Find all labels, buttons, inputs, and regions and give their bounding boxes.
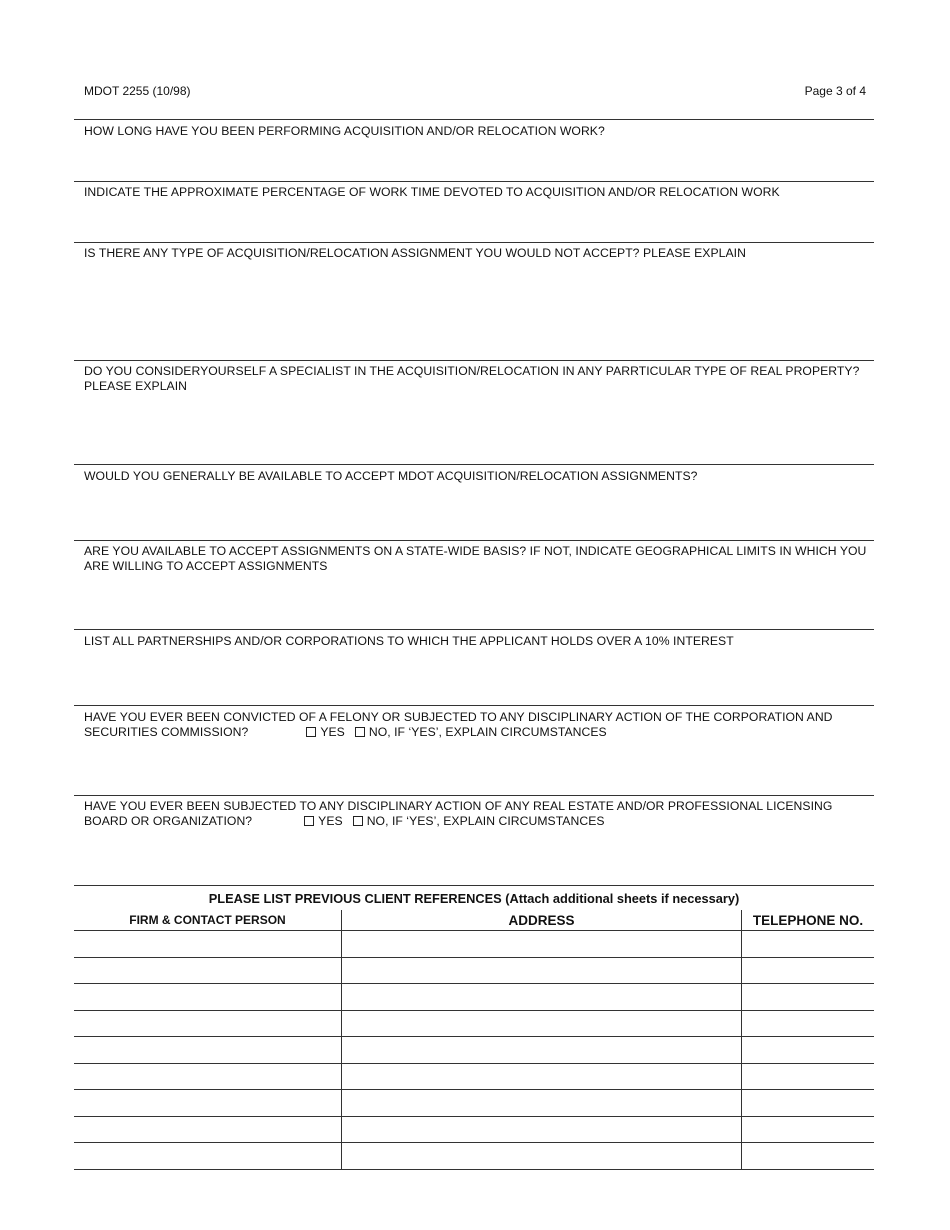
divider — [74, 360, 874, 361]
question-felony — [84, 710, 869, 739]
address-cell[interactable] — [342, 1063, 742, 1090]
divider — [74, 795, 874, 796]
licensing-yes-label: YES — [318, 813, 343, 828]
address-cell[interactable] — [342, 1010, 742, 1037]
telephone-cell[interactable] — [742, 984, 875, 1011]
firm-contact-cell[interactable] — [74, 1063, 342, 1090]
question-specialist: DO YOU CONSIDERYOURSELF A SPECIALIST IN THE ACQUISITION/RELOCATION IN ANY PARRTICULAR TYPE OF REAL PROPERTY? PLEASE EXPLAIN — [84, 364, 860, 393]
divider — [74, 629, 874, 630]
question-availability: WOULD YOU GENERALLY BE AVAILABLE TO ACCEPT MDOT ACQUISITION/RELOCATION ASSIGNMENTS? — [84, 469, 698, 483]
references-title: PLEASE LIST PREVIOUS CLIENT REFERENCES (Attach additional sheets if necessary) — [208, 891, 740, 906]
firm-contact-cell[interactable] — [74, 1143, 342, 1170]
licensing-no-checkbox[interactable] — [353, 816, 363, 826]
table-row — [74, 1090, 874, 1117]
question-work-percentage: INDICATE THE APPROXIMATE PERCENTAGE OF WORK TIME DEVOTED TO ACQUISITION AND/OR RELOCATION WORK — [84, 185, 780, 199]
firm-contact-cell[interactable] — [74, 1010, 342, 1037]
table-row — [74, 984, 874, 1011]
page-number: Page 3 of 4 — [804, 84, 866, 98]
column-header-firm: FIRM & CONTACT PERSON — [74, 910, 342, 931]
telephone-cell[interactable] — [742, 1143, 875, 1170]
form-id: MDOT 2255 (10/98) — [84, 84, 191, 98]
address-cell[interactable] — [342, 1116, 742, 1143]
table-row — [74, 1063, 874, 1090]
felony-yes-label: YES — [320, 724, 345, 739]
table-row — [74, 931, 874, 958]
divider — [74, 181, 874, 182]
address-cell[interactable] — [342, 1143, 742, 1170]
column-header-telephone: TELEPHONE NO. — [742, 910, 875, 931]
telephone-cell[interactable] — [742, 1116, 875, 1143]
references-table — [74, 910, 874, 1170]
firm-contact-cell[interactable] — [74, 1090, 342, 1117]
licensing-yes-checkbox[interactable] — [304, 816, 314, 826]
question-felony-line1: HAVE YOU EVER BEEN CONVICTED OF A FELONY OR SUBJECTED TO ANY DISCIPLINARY ACTION OF THE CORPORATION AND — [84, 710, 833, 724]
divider — [74, 540, 874, 541]
telephone-cell[interactable] — [742, 1037, 875, 1064]
felony-yes-checkbox[interactable] — [306, 727, 316, 737]
telephone-cell[interactable] — [742, 957, 875, 984]
address-cell[interactable] — [342, 931, 742, 958]
divider — [74, 242, 874, 243]
divider — [74, 705, 874, 706]
table-row — [74, 1143, 874, 1170]
divider — [74, 885, 874, 886]
table-row — [74, 1037, 874, 1064]
column-header-address: ADDRESS — [342, 910, 742, 931]
licensing-no-label: NO, IF ‘YES’, EXPLAIN CIRCUMSTANCES — [366, 813, 605, 828]
question-statewide: ARE YOU AVAILABLE TO ACCEPT ASSIGNMENTS ON A STATE-WIDE BASIS? IF NOT, INDICATE GEOGRAPHICAL LIMITS IN WHICH YOU ARE WILLING TO ACCEPT ASSIGNMENTS — [84, 544, 867, 573]
question-felony-line2: SECURITIES COMMISSION? — [84, 724, 249, 739]
divider — [74, 119, 874, 120]
telephone-cell[interactable] — [742, 1063, 875, 1090]
table-row — [74, 957, 874, 984]
firm-contact-cell[interactable] — [74, 931, 342, 958]
firm-contact-cell[interactable] — [74, 957, 342, 984]
telephone-cell[interactable] — [742, 1090, 875, 1117]
firm-contact-cell[interactable] — [74, 984, 342, 1011]
telephone-cell[interactable] — [742, 1010, 875, 1037]
firm-contact-cell[interactable] — [74, 1116, 342, 1143]
question-experience-duration: HOW LONG HAVE YOU BEEN PERFORMING ACQUISITION AND/OR RELOCATION WORK? — [84, 124, 605, 138]
question-partnerships: LIST ALL PARTNERSHIPS AND/OR CORPORATIONS TO WHICH THE APPLICANT HOLDS OVER A 10% INTEREST — [84, 634, 734, 648]
address-cell[interactable] — [342, 1037, 742, 1064]
question-unacceptable-assignment: IS THERE ANY TYPE OF ACQUISITION/RELOCATION ASSIGNMENT YOU WOULD NOT ACCEPT? PLEASE EXPLAIN — [84, 246, 746, 260]
telephone-cell[interactable] — [742, 931, 875, 958]
address-cell[interactable] — [342, 1090, 742, 1117]
firm-contact-cell[interactable] — [74, 1037, 342, 1064]
address-cell[interactable] — [342, 984, 742, 1011]
question-licensing-line1: HAVE YOU EVER BEEN SUBJECTED TO ANY DISCIPLINARY ACTION OF ANY REAL ESTATE AND/OR PROFESSIONAL LICENSING — [84, 799, 833, 813]
felony-no-label: NO, IF ‘YES’, EXPLAIN CIRCUMSTANCES — [368, 724, 607, 739]
question-licensing-line2: BOARD OR ORGANIZATION? — [84, 813, 253, 828]
question-licensing — [84, 799, 869, 828]
table-row — [74, 1010, 874, 1037]
divider — [74, 464, 874, 465]
address-cell[interactable] — [342, 957, 742, 984]
felony-no-checkbox[interactable] — [355, 727, 365, 737]
table-row — [74, 1116, 874, 1143]
